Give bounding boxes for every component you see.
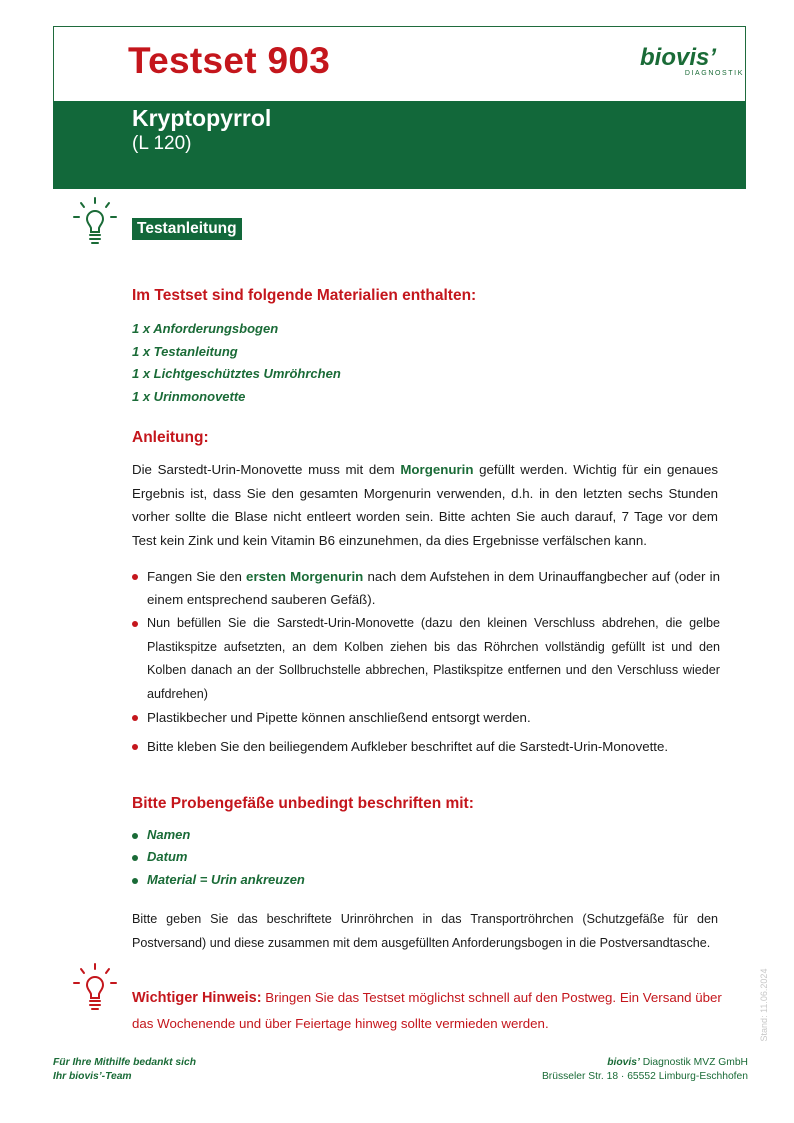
labeling-heading: Bitte Probengefäße unbedingt beschriften mit: <box>132 795 474 812</box>
instructions-heading: Anleitung: <box>132 429 209 446</box>
footer-company: biovis’ Diagnostik MVZ GmbH Brüsseler Str. 18 · 65552 Limburg-Eschhofen <box>541 1057 748 1082</box>
step-item: Plastikbecher und Pipette können anschließend entsorgt werden. <box>132 706 720 729</box>
bullet-dot <box>132 621 138 627</box>
test-name: Kryptopyrrol <box>132 105 272 131</box>
material-item: 1 x Urinmonovette <box>132 389 246 404</box>
step-item: Fangen Sie den ersten Morgenurin nach dem Aufstehen in dem Urinauffangbecher auf (oder in einem entsprechend sauberen Gefäß). <box>132 565 720 611</box>
test-code: (L 120) <box>132 133 192 154</box>
section-badge: Testanleitung <box>132 218 242 240</box>
labeling-item: Datum <box>132 849 187 864</box>
material-item: 1 x Anforderungsbogen <box>132 321 279 336</box>
material-item: 1 x Testanleitung <box>132 344 238 359</box>
labeling-item: Material = Urin ankreuzen <box>132 872 305 887</box>
step-item: Bitte kleben Sie den beiliegendem Aufkleber beschriftet auf die Sarstedt-Urin-Monovette. <box>132 735 720 758</box>
instructions-intro: Die Sarstedt-Urin-Monovette muss mit dem Morgenurin gefüllt werden. Wichtig für ein genaues Ergebnis ist, dass Sie den gesamten Morgenurin verwenden, d.h. in den letzten sechs Stunden vorher sollte die Blase nicht entleert worden sein. Bitte achten Sie auch darauf, 7 Tage vor dem Test kein Zink und kein Vitamin B6 einzunehmen, da dies Ergebnisse verfälschen kann. <box>132 462 718 548</box>
logo-subtitle: DIAGNOSTIK <box>684 70 744 77</box>
step-item: Nun befüllen Sie die Sarstedt-Urin-Monovette (dazu den kleinen Verschluss abdrehen, die gelbe Plastikspitze aufsetzten, an dem Kolben ziehen bis das Röhrchen vollständig gefüllt ist und den Kolben danach an der Sollbruchstelle abbrechen, Plastikspitze entfernen und den Verschluss wieder aufdrehen) <box>132 612 720 706</box>
notice-label: Wichtiger Hinweis: <box>132 990 262 1006</box>
materials-heading: Im Testset sind folgende Materialien enthalten: <box>132 287 477 304</box>
labeling-item: Namen <box>132 827 190 842</box>
shipping-paragraph: Bitte geben Sie das beschriftete Urinröhrchen in das Transportröhrchen (Schutzgefäße für den Postversand) und diese zusammen mit dem ausgefüllten Anforderungsbogen in die Postversandtasche. <box>132 912 718 950</box>
highlight-first-urine: ersten Morgenurin <box>246 569 364 584</box>
date-stamp: Stand: 11.06.2024 <box>759 968 769 1042</box>
important-notice: Wichtiger Hinweis: Bringen Sie das Testset möglichst schnell auf den Postweg. Ein Versand über das Wochenende und über Feiertage hinweg sollte vermieden werden. <box>132 990 722 1031</box>
bullet-dot <box>132 744 138 750</box>
warning-bulb-icon <box>72 962 118 1014</box>
highlight-morgenurin: Morgenurin <box>400 462 474 477</box>
biovis-logo <box>640 46 748 77</box>
bullet-dot <box>132 715 138 721</box>
lightbulb-icon <box>72 196 118 248</box>
logo-wordmark: biovis’ <box>640 44 717 71</box>
page-title: Testset 903 <box>128 40 331 81</box>
material-item: 1 x Lichtgeschütztes Umröhrchen <box>132 366 341 381</box>
bullet-dot <box>132 574 138 580</box>
footer-thanks: Für Ihre Mithilfe bedankt sich Ihr biovis’-Team <box>53 1057 197 1082</box>
